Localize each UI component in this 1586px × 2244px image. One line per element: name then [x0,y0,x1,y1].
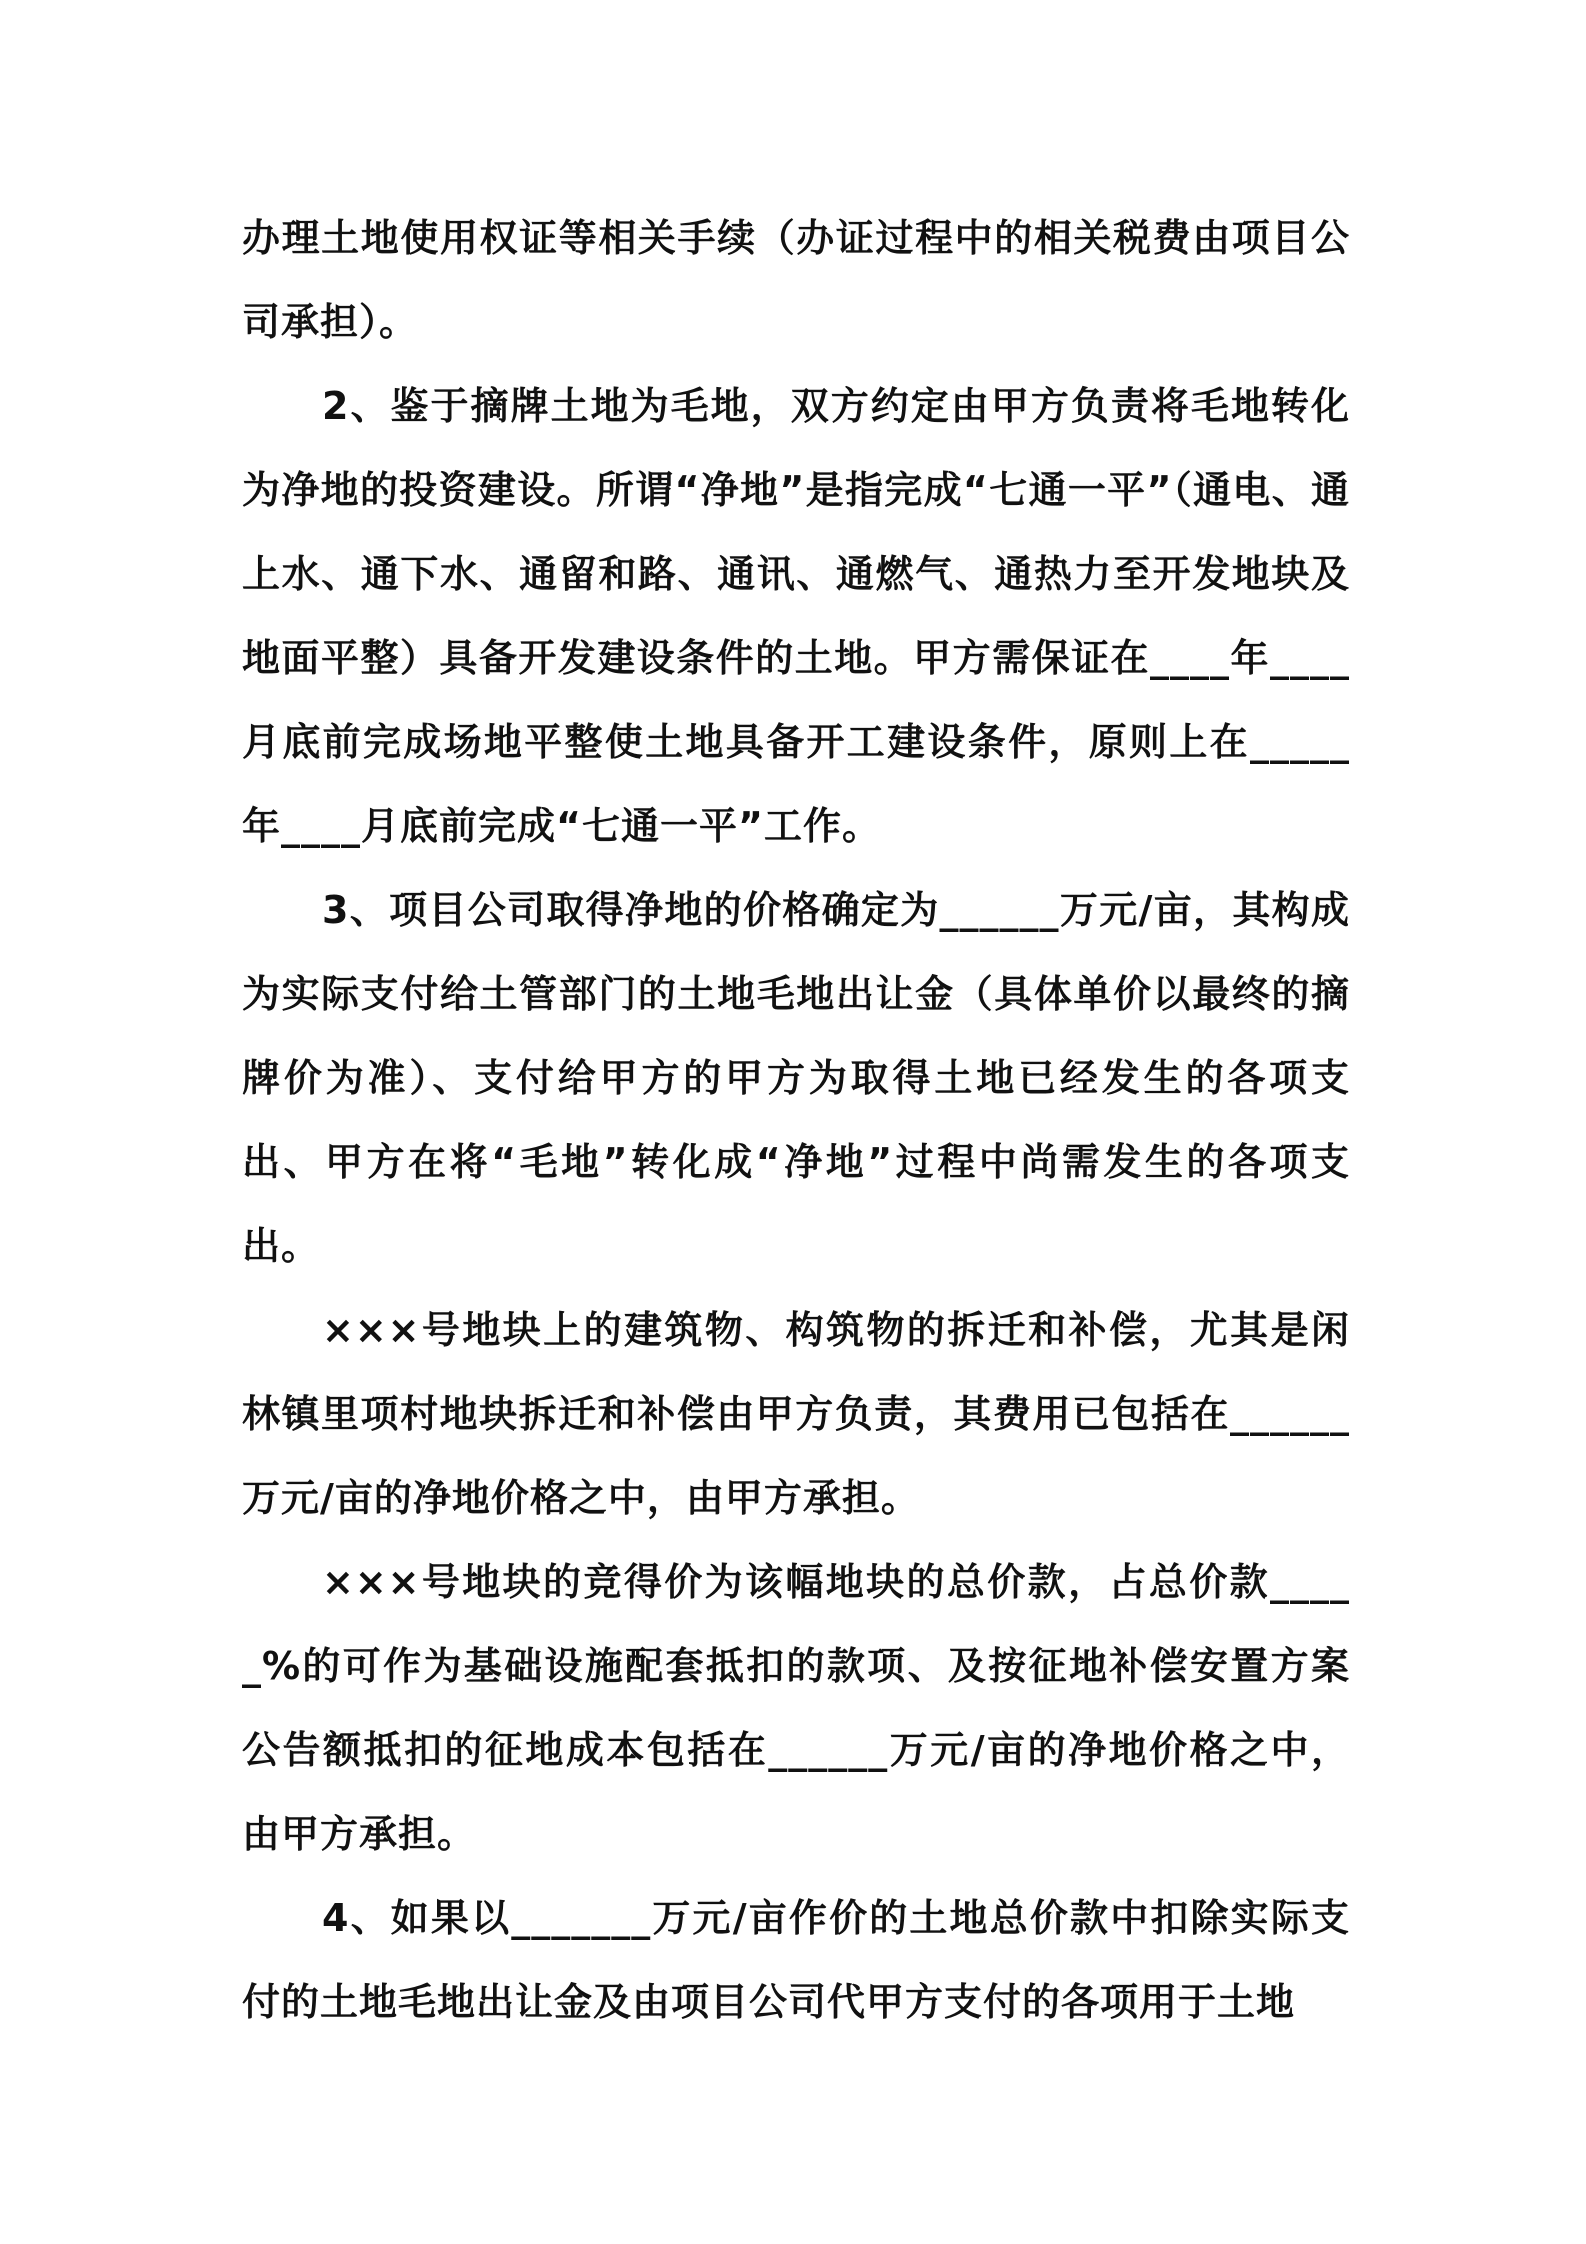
paragraph-bid-price: ×××号地块的竞得价为该幅地块的总价款，占总价款_____%的可作为基础设施配套抵扣的款项、及按征地补偿安置方案公告额抵扣的征地成本包括在______万元/亩的净地价格之中，由甲方承担。 [242,1560,1350,1856]
paragraph-item-4: 4、如果以_______万元/亩作价的土地总价款中扣除实际支付的土地毛地出让金及由项目公司代甲方支付的各项用于土地 [242,1896,1350,2024]
paragraph-demolition: ×××号地块上的建筑物、构筑物的拆迁和补偿，尤其是闲林镇里项村地块拆迁和补偿由甲方负责，其费用已包括在______万元/亩的净地价格之中，由甲方承担。 [242,1308,1350,1520]
document-body [242,196,1350,2044]
paragraph-continuation: 办理土地使用权证等相关手续（办证过程中的相关税费由项目公司承担）。 [242,216,1350,344]
paragraph-item-2: 2、鉴于摘牌土地为毛地，双方约定由甲方负责将毛地转化为净地的投资建设。所谓“净地”是指完成“七通一平”（通电、通上水、通下水、通留和路、通讯、通燃气、通热力至开发地块及地面平整）具备开发建设条件的土地。甲方需保证在____年____月底前完成场地平整使土地具备开工建设条件，原则上在_____年____月底前完成“七通一平”工作。 [242,384,1350,848]
paragraph-item-3: 3、项目公司取得净地的价格确定为______万元/亩，其构成为实际支付给土管部门的土地毛地出让金（具体单价以最终的摘牌价为准）、支付给甲方的甲方为取得土地已经发生的各项支出、甲方在将“毛地”转化成“净地”过程中尚需发生的各项支出。 [242,888,1350,1268]
